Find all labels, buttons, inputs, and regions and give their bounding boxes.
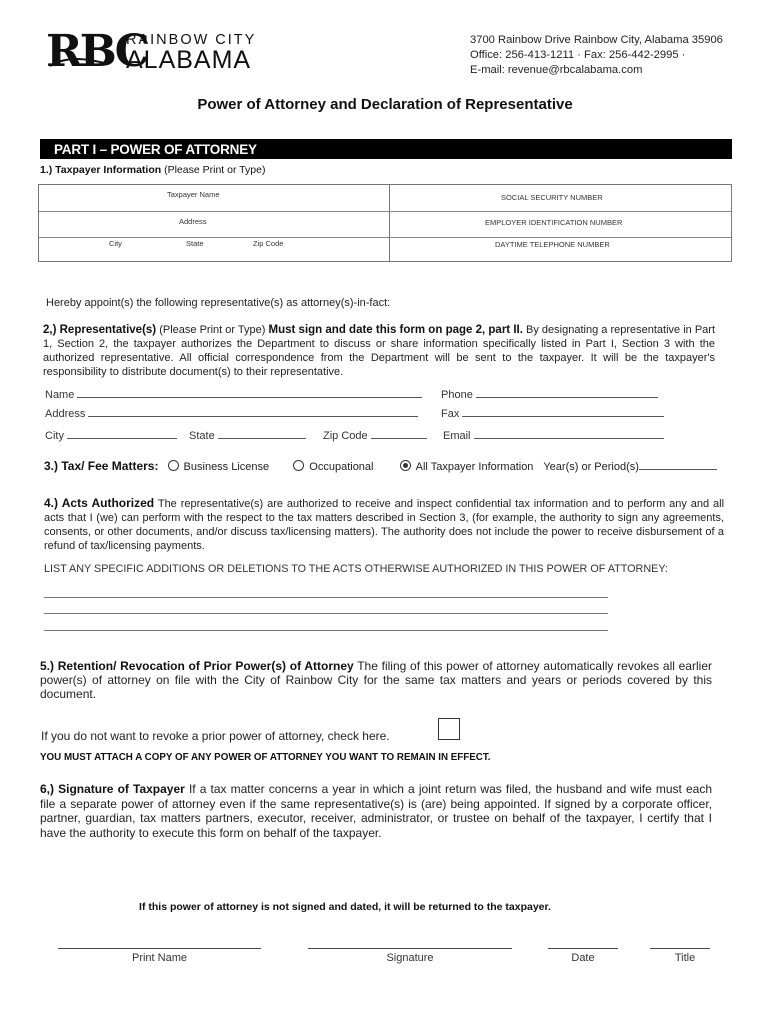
logo-line1: RAINBOW CITY <box>126 32 257 48</box>
rep-name-field[interactable] <box>45 387 422 401</box>
section6-text <box>40 782 712 840</box>
revoke-checkbox[interactable] <box>438 718 460 740</box>
address-label: Address <box>179 217 207 226</box>
section2-note: (Please Print or Type) <box>159 324 266 336</box>
signature-line[interactable] <box>308 948 512 949</box>
section2-title: 2,) Representative(s) <box>43 324 157 336</box>
phone-text: Office: 256-413-1211 · Fax: 256-442-2995 · <box>470 49 686 61</box>
rep-fax-field[interactable] <box>441 406 664 420</box>
taxpayer-name-label: Taxpayer Name <box>167 190 220 199</box>
section2-must: Must sign and date this form on page 2, part II. <box>268 324 523 336</box>
section5-title: 5.) Retention/ Revocation of Prior Power(s) of Attorney <box>40 659 354 673</box>
phone-label: DAYTIME TELEPHONE NUMBER <box>495 240 610 249</box>
section2-text <box>43 323 715 379</box>
rep-phone-field[interactable] <box>441 387 658 401</box>
taxpayer-info-table <box>38 184 732 262</box>
ssn-field[interactable] <box>393 198 727 210</box>
section4-title: 4.) Acts Authorized <box>44 496 155 510</box>
additions-line-1[interactable] <box>44 597 608 598</box>
rep-address-field[interactable] <box>45 406 418 420</box>
occupational-radio[interactable] <box>293 460 304 471</box>
date-label: Date <box>571 952 595 964</box>
years-field[interactable] <box>639 459 717 470</box>
rep-city-field[interactable] <box>45 428 177 442</box>
section4-text <box>44 496 724 553</box>
city-logo <box>46 26 266 77</box>
section2-body: By designating a representative in Part 1, Section 2, the taxpayer authorizes the Department to discuss or share information specifically listed in Part I, Section 3 with the authorized representative. All official correspondence from the Department will be sent to the taxpayer. It will be the taxpayer's responsibility to distribute document(s) to their representative. <box>43 324 716 378</box>
rep-state-label: State <box>189 430 215 442</box>
section4-list-heading: LIST ANY SPECIFIC ADDITIONS OR DELETIONS TO THE ACTS OTHERWISE AUTHORIZED IN THIS POWER OF ATTORNEY: <box>44 563 668 575</box>
date-line[interactable] <box>548 948 618 949</box>
title-label: Title <box>674 952 696 964</box>
occupational-label: Occupational <box>309 461 374 473</box>
logo-mark: RBC <box>46 26 147 77</box>
appoint-text: Hereby appoint(s) the following representative(s) as attorney(s)-in-fact: <box>46 297 391 309</box>
document-title: Power of Attorney and Declaration of Representative <box>197 96 573 113</box>
logo-line2: ALABAMA <box>126 46 252 74</box>
zip-label: Zip Code <box>253 239 284 248</box>
all-taxpayer-info-radio[interactable] <box>400 460 411 471</box>
signature-label: Signature <box>386 952 434 964</box>
title-line[interactable] <box>650 948 710 949</box>
rep-email-field[interactable] <box>443 428 664 442</box>
section1-note: (Please Print or Type) <box>164 164 266 176</box>
part-one-header: PART I – POWER OF ATTORNEY <box>40 139 732 159</box>
business-license-label: Business License <box>183 461 270 473</box>
rep-phone-label: Phone <box>441 389 473 401</box>
additions-line-3[interactable] <box>44 630 608 631</box>
section6-title: 6,) Signature of Taxpayer <box>40 782 185 796</box>
rep-address-label: Address <box>45 408 86 420</box>
section5-text <box>40 659 712 701</box>
contact-block <box>470 33 723 78</box>
email-text: E-mail: revenue@rbcalabama.com <box>470 64 643 76</box>
rep-zip-label: Zip Code <box>323 430 368 442</box>
section4-body: The representative(s) are authorized to receive and inspect confidential tax information and to perform any and all acts that I (we) can perform with the respect to the tax matters described in Section 3, (for example, the authority to sign any agreements, consents, or other documents, and/or discuss tax/licensing matters). The authority does not include the power to receive disbursement of a refund of tax/licensing payments. <box>44 498 725 552</box>
revoke-check-text: If you do not want to revoke a prior power of attorney, check here. <box>41 729 390 743</box>
rep-fax-label: Fax <box>441 408 460 420</box>
section3-row <box>44 459 717 473</box>
ssn-label: SOCIAL SECURITY NUMBER <box>501 193 603 202</box>
rep-city-label: City <box>45 430 64 442</box>
additions-line-2[interactable] <box>44 613 608 614</box>
city-label: City <box>109 239 122 248</box>
section1-title: 1.) Taxpayer Information <box>40 164 162 176</box>
address-text: 3700 Rainbow Drive Rainbow City, Alabama 35906 <box>470 34 723 46</box>
ein-label: EMPLOYER IDENTIFICATION NUMBER <box>485 218 623 227</box>
taxpayer-name-field[interactable] <box>43 198 383 210</box>
years-label: Year(s) or Period(s) <box>543 461 639 473</box>
print-name-label: Print Name <box>131 952 188 964</box>
section3-title: 3.) Tax/ Fee Matters: <box>44 459 159 473</box>
section5-body: The filing of this power of attorney automatically revokes all earlier power(s) of attorney on file with the City of Rainbow City for the same tax matters and years or periods covered by this document. <box>40 659 712 701</box>
rep-zip-field[interactable] <box>323 428 427 442</box>
must-attach-text: YOU MUST ATTACH A COPY OF ANY POWER OF ATTORNEY YOU WANT TO REMAIN IN EFFECT. <box>40 752 491 763</box>
business-license-radio[interactable] <box>168 460 179 471</box>
print-name-line[interactable] <box>58 948 261 949</box>
section1-heading <box>40 164 265 176</box>
rep-state-field[interactable] <box>189 428 306 442</box>
state-label: State <box>186 239 204 248</box>
all-taxpayer-info-label: All Taxpayer Information <box>415 461 534 473</box>
section6-body: If a tax matter concerns a year in which a joint return was filed, the husband and wife must each file a separate power of attorney even if the same representative(s) is (are) being appointed. If signed by a corporate officer, partner, guardian, tax matters partners, executor, receiver, administrator, or trustee on behalf of the taxpayer, I certify that I have the authority to execute this form on behalf of the taxpayer. <box>40 782 713 840</box>
rep-name-label: Name <box>45 389 75 401</box>
unsigned-warning: If this power of attorney is not signed and dated, it will be returned to the taxpayer. <box>139 901 551 913</box>
rep-email-label: Email <box>443 430 471 442</box>
